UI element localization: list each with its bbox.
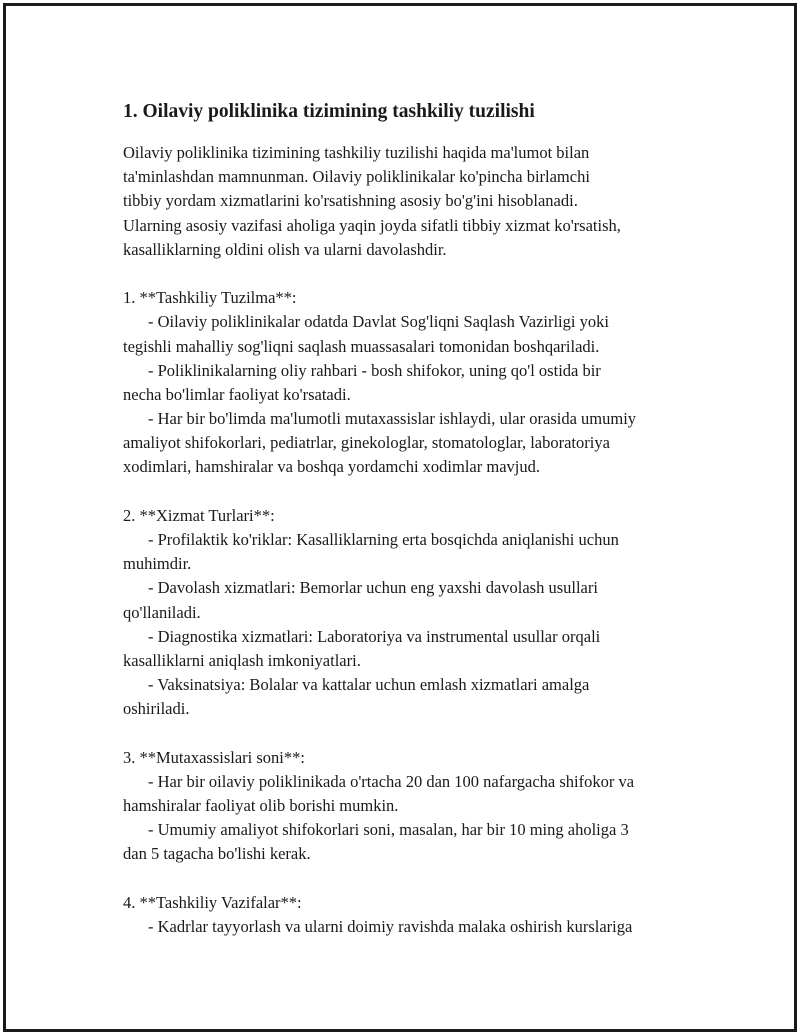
section-tashkiliy-tuzilma	[123, 286, 713, 480]
list-item-line: - Profilaktik ko'riklar: Kasalliklarning erta bosqichda aniqlanishi uchun	[148, 530, 619, 549]
list-item-line: tegishli mahalliy sog'liqni saqlash muassasalari tomonidan boshqariladi.	[123, 336, 600, 356]
section-heading: 4. **Tashkiliy Vazifalar**:	[123, 892, 302, 912]
list-item-line: oshiriladi.	[123, 699, 190, 719]
intro-line: ta'minlashdan mamnunman. Oilaviy poliklinikalar ko'pincha birlamchi	[123, 167, 590, 187]
document-title: 1. Oilaviy poliklinika tizimining tashkiliy tuzilishi	[123, 101, 535, 122]
list-item-line: - Kadrlar tayyorlash va ularni doimiy ravishda malaka oshirish kurslariga	[148, 917, 633, 936]
document-body	[123, 99, 713, 939]
list-item-line: - Har bir oilaviy poliklinikada o'rtacha 20 dan 100 nafargacha shifokor va	[148, 771, 635, 791]
list-item-line: muhimdir.	[123, 554, 192, 574]
section-heading: 3. **Mutaxassislari soni**:	[123, 747, 305, 767]
list-item-line: hamshiralar faoliyat olib borishi mumkin.	[123, 796, 399, 816]
section-heading: 2. **Xizmat Turlari**:	[123, 505, 275, 525]
list-item-line: dan 5 tagacha bo'lishi kerak.	[123, 844, 311, 864]
list-item-line: - Har bir bo'limda ma'lumotli mutaxassislar ishlaydi, ular orasida umumiy	[148, 409, 637, 429]
spacer	[123, 262, 713, 286]
spacer	[123, 867, 713, 891]
section-heading: 1. **Tashkiliy Tuzilma**:	[123, 288, 297, 308]
list-item-line: kasalliklarni aniqlash imkoniyatlari.	[123, 650, 361, 670]
section-mutaxassislari-soni	[123, 746, 713, 867]
intro-line: tibbiy yordam xizmatlarini ko'rsatishning asosiy bo'g'ini hisoblanadi.	[123, 191, 578, 211]
list-item-line: xodimlari, hamshiralar va boshqa yordamchi xodimlar mavjud.	[123, 457, 540, 477]
list-item-line: - Vaksinatsiya: Bolalar va kattalar uchun emlash xizmatlari amalga	[148, 675, 590, 695]
intro-line: kasalliklarning oldini olish va ularni davolashdir.	[123, 239, 447, 259]
spacer	[123, 480, 713, 504]
list-item-line: - Davolash xizmatlari: Bemorlar uchun eng yaxshi davolash usullari	[148, 578, 598, 598]
list-item-line: - Diagnostika xizmatlari: Laboratoriya va instrumental usullar orqali	[148, 626, 601, 646]
list-item-line: amaliyot shifokorlari, pediatrlar, ginekologlar, stomatologlar, laboratoriya	[123, 433, 610, 453]
intro-line: Oilaviy poliklinika tizimining tashkiliy tuzilishi haqida ma'lumot bilan	[123, 143, 590, 162]
list-item-line: - Poliklinikalarning oliy rahbari - bosh shifokor, uning qo'l ostida bir	[148, 360, 601, 380]
page-frame	[3, 3, 797, 1032]
list-item-line: necha bo'limlar faoliyat ko'rsatadi.	[123, 384, 351, 404]
intro-line: Ularning asosiy vazifasi aholiga yaqin joyda sifatli tibbiy xizmat ko'rsatish,	[123, 215, 621, 235]
list-item-line: qo'llaniladi.	[123, 602, 201, 622]
intro-paragraph	[123, 141, 713, 262]
section-xizmat-turlari	[123, 504, 713, 722]
list-item-line: - Oilaviy poliklinikalar odatda Davlat Sog'liqni Saqlash Vazirligi yoki	[148, 312, 609, 332]
spacer	[123, 722, 713, 746]
section-tashkiliy-vazifalar	[123, 891, 713, 939]
list-item-line: - Umumiy amaliyot shifokorlari soni, masalan, har bir 10 ming aholiga 3	[148, 820, 629, 840]
